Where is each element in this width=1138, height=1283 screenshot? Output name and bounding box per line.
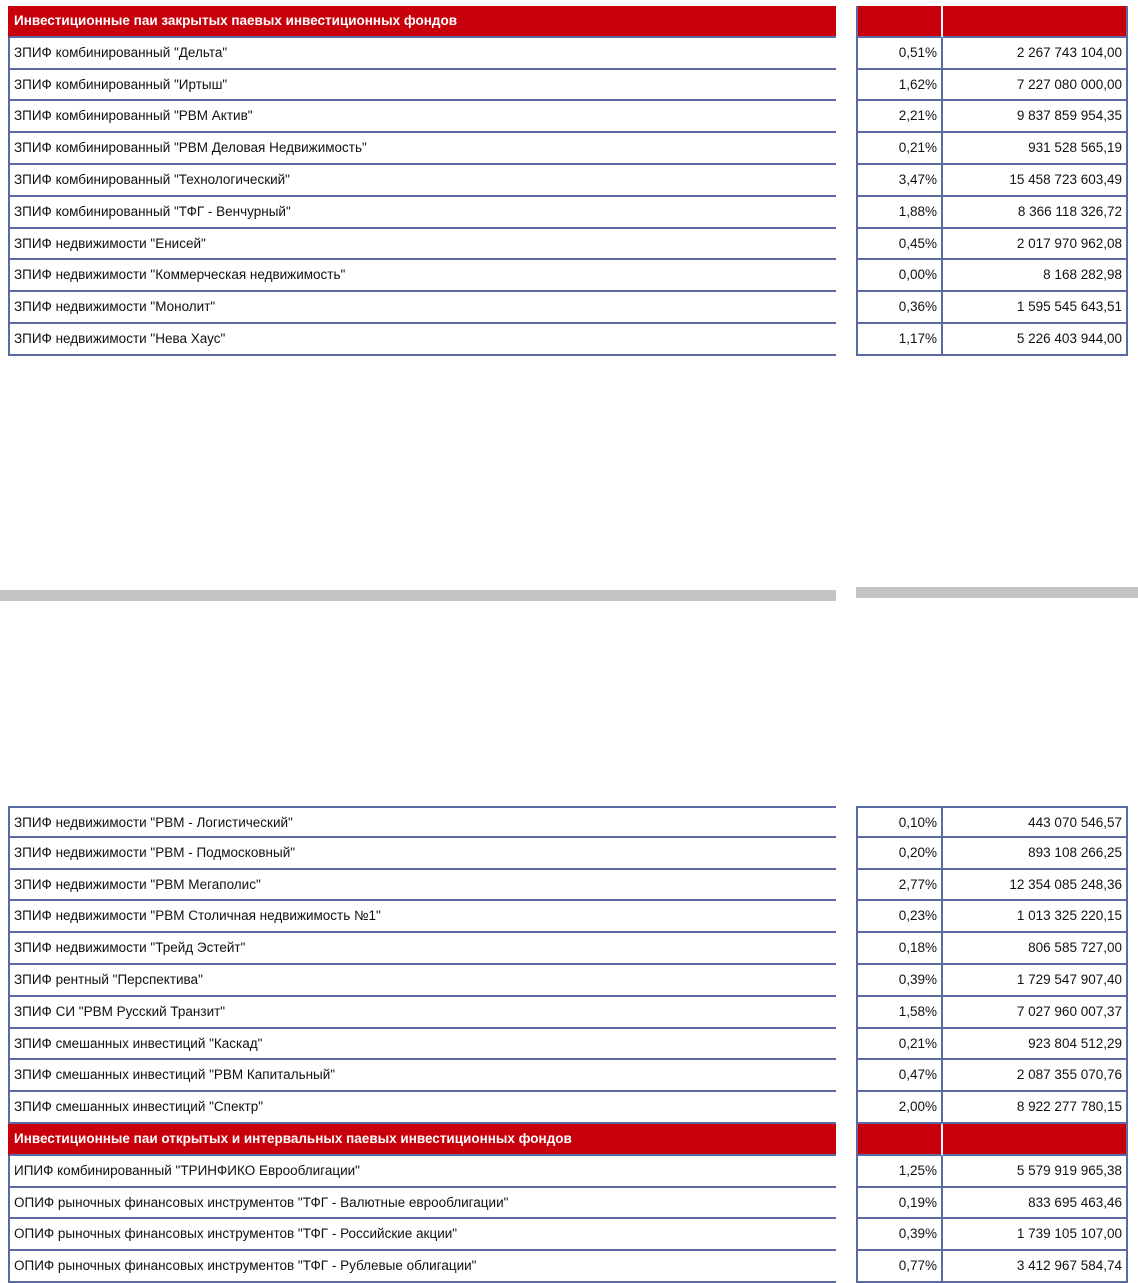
- fund-name-cell: ЗПИФ недвижимости "Нева Хаус": [8, 324, 836, 356]
- section-header-open-funds: [0, 1124, 1138, 1156]
- fund-name-cell: ЗПИФ смешанных инвестиций "Каскад": [8, 1029, 836, 1061]
- table-row: [0, 1219, 1138, 1251]
- closed-funds-table: [0, 6, 1138, 356]
- table-row: [0, 1251, 1138, 1283]
- fund-name-cell: ЗПИФ недвижимости "РВМ Столичная недвижимость №1": [8, 901, 836, 933]
- page-break-bar-left: [0, 590, 836, 601]
- fund-name-cell: ЗПИФ рентный "Перспектива": [8, 965, 836, 997]
- funds-table-continued: [0, 806, 1138, 1283]
- share-percent-cell: 1,58%: [856, 997, 943, 1029]
- table-row: [0, 997, 1138, 1029]
- table-row: [0, 292, 1138, 324]
- fund-name-cell: ЗПИФ комбинированный "Технологический": [8, 165, 836, 197]
- share-percent-cell: 0,19%: [856, 1188, 943, 1220]
- value-cell: 931 528 565,19: [943, 133, 1128, 165]
- share-percent-cell: 0,10%: [856, 806, 943, 838]
- fund-name-cell: ОПИФ рыночных финансовых инструментов "ТФГ - Российские акции": [8, 1219, 836, 1251]
- value-cell: 3 412 967 584,74: [943, 1251, 1128, 1283]
- value-cell: 5 226 403 944,00: [943, 324, 1128, 356]
- share-percent-cell: 1,25%: [856, 1156, 943, 1188]
- header-pct-cell: [856, 6, 943, 38]
- table-row: [0, 197, 1138, 229]
- fund-name-cell: ЗПИФ комбинированный "ТФГ - Венчурный": [8, 197, 836, 229]
- fund-name-cell: ЗПИФ недвижимости "РВМ - Логистический": [8, 806, 836, 838]
- value-cell: 1 729 547 907,40: [943, 965, 1128, 997]
- value-cell: 8 366 118 326,72: [943, 197, 1128, 229]
- fund-name-cell: ЗПИФ смешанных инвестиций "Спектр": [8, 1092, 836, 1124]
- fund-name-cell: ОПИФ рыночных финансовых инструментов "ТФГ - Рублевые облигации": [8, 1251, 836, 1283]
- section-header-label: Инвестиционные паи закрытых паевых инвестиционных фондов: [8, 6, 836, 38]
- value-cell: 833 695 463,46: [943, 1188, 1128, 1220]
- share-percent-cell: 0,77%: [856, 1251, 943, 1283]
- fund-name-cell: ЗПИФ недвижимости "РВМ Мегаполис": [8, 870, 836, 902]
- share-percent-cell: 0,45%: [856, 229, 943, 261]
- table-row: [0, 70, 1138, 102]
- fund-name-cell: ЗПИФ недвижимости "Монолит": [8, 292, 836, 324]
- fund-name-cell: ЗПИФ комбинированный "РВМ Актив": [8, 101, 836, 133]
- table-row: [0, 260, 1138, 292]
- header-value-cell: [943, 1124, 1128, 1156]
- share-percent-cell: 1,17%: [856, 324, 943, 356]
- section-header-label: Инвестиционные паи открытых и интервальных паевых инвестиционных фондов: [8, 1124, 836, 1156]
- share-percent-cell: 2,00%: [856, 1092, 943, 1124]
- value-cell: 2 087 355 070,76: [943, 1060, 1128, 1092]
- share-percent-cell: 0,36%: [856, 292, 943, 324]
- table-row: [0, 933, 1138, 965]
- fund-name-cell: ЗПИФ недвижимости "Енисей": [8, 229, 836, 261]
- share-percent-cell: 0,51%: [856, 38, 943, 70]
- share-percent-cell: 0,39%: [856, 1219, 943, 1251]
- table-row: [0, 870, 1138, 902]
- table-row: [0, 324, 1138, 356]
- share-percent-cell: 0,20%: [856, 838, 943, 870]
- value-cell: 8 922 277 780,15: [943, 1092, 1128, 1124]
- value-cell: 9 837 859 954,35: [943, 101, 1128, 133]
- share-percent-cell: 0,21%: [856, 133, 943, 165]
- section-header-closed-funds: [0, 6, 1138, 38]
- value-cell: 1 595 545 643,51: [943, 292, 1128, 324]
- table-row: [0, 838, 1138, 870]
- fund-name-cell: ЗПИФ комбинированный "Дельта": [8, 38, 836, 70]
- share-percent-cell: 2,77%: [856, 870, 943, 902]
- value-cell: 443 070 546,57: [943, 806, 1128, 838]
- table-row: [0, 38, 1138, 70]
- fund-name-cell: ЗПИФ СИ "РВМ Русский Транзит": [8, 997, 836, 1029]
- value-cell: 1 013 325 220,15: [943, 901, 1128, 933]
- value-cell: 5 579 919 965,38: [943, 1156, 1128, 1188]
- value-cell: 12 354 085 248,36: [943, 870, 1128, 902]
- value-cell: 923 804 512,29: [943, 1029, 1128, 1061]
- table-row: [0, 229, 1138, 261]
- share-percent-cell: 0,00%: [856, 260, 943, 292]
- share-percent-cell: 0,18%: [856, 933, 943, 965]
- fund-name-cell: ЗПИФ комбинированный "Иртыш": [8, 70, 836, 102]
- value-cell: 7 027 960 007,37: [943, 997, 1128, 1029]
- value-cell: 15 458 723 603,49: [943, 165, 1128, 197]
- table-row: [0, 1060, 1138, 1092]
- value-cell: 806 585 727,00: [943, 933, 1128, 965]
- value-cell: 7 227 080 000,00: [943, 70, 1128, 102]
- value-cell: 2 017 970 962,08: [943, 229, 1128, 261]
- table-row: [0, 1092, 1138, 1124]
- fund-name-cell: ОПИФ рыночных финансовых инструментов "ТФГ - Валютные еврооблигации": [8, 1188, 836, 1220]
- share-percent-cell: 0,21%: [856, 1029, 943, 1061]
- share-percent-cell: 2,21%: [856, 101, 943, 133]
- share-percent-cell: 0,47%: [856, 1060, 943, 1092]
- fund-name-cell: ЗПИФ недвижимости "РВМ - Подмосковный": [8, 838, 836, 870]
- table-row: [0, 806, 1138, 838]
- share-percent-cell: 1,62%: [856, 70, 943, 102]
- page-break-bar-right: [856, 587, 1138, 598]
- fund-name-cell: ЗПИФ недвижимости "Коммерческая недвижимость": [8, 260, 836, 292]
- fund-name-cell: ИПИФ комбинированный "ТРИНФИКО Еврооблигации": [8, 1156, 836, 1188]
- header-value-cell: [943, 6, 1128, 38]
- table-row: [0, 133, 1138, 165]
- value-cell: 2 267 743 104,00: [943, 38, 1128, 70]
- header-pct-cell: [856, 1124, 943, 1156]
- value-cell: 1 739 105 107,00: [943, 1219, 1128, 1251]
- table-row: [0, 1029, 1138, 1061]
- table-row: [0, 1188, 1138, 1220]
- table-row: [0, 1156, 1138, 1188]
- share-percent-cell: 0,39%: [856, 965, 943, 997]
- value-cell: 893 108 266,25: [943, 838, 1128, 870]
- fund-name-cell: ЗПИФ смешанных инвестиций "РВМ Капитальный": [8, 1060, 836, 1092]
- fund-name-cell: ЗПИФ комбинированный "РВМ Деловая Недвижимость": [8, 133, 836, 165]
- table-row: [0, 101, 1138, 133]
- table-row: [0, 901, 1138, 933]
- value-cell: 8 168 282,98: [943, 260, 1128, 292]
- share-percent-cell: 3,47%: [856, 165, 943, 197]
- fund-name-cell: ЗПИФ недвижимости "Трейд Эстейт": [8, 933, 836, 965]
- share-percent-cell: 1,88%: [856, 197, 943, 229]
- table-row: [0, 965, 1138, 997]
- share-percent-cell: 0,23%: [856, 901, 943, 933]
- table-row: [0, 165, 1138, 197]
